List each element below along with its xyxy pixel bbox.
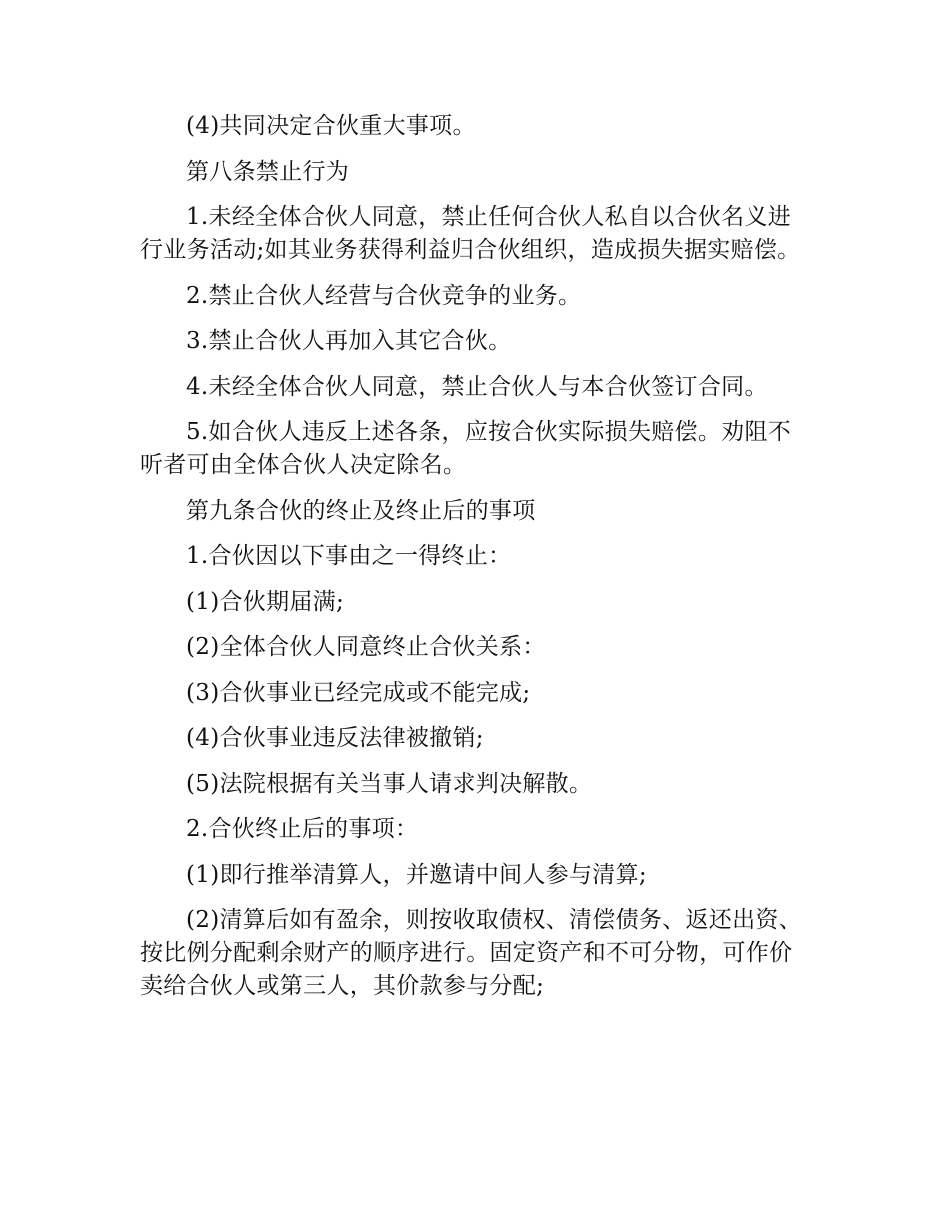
paragraph-prohibition-4: 4.未经全体合伙人同意，禁止合伙人与本合伙签订合同。 xyxy=(186,373,768,400)
paragraph-clause-4-decide-major-matters: (4)共同决定合伙重大事项。 xyxy=(186,113,476,139)
paragraph-prohibition-2: 2.禁止合伙人经营与合伙竞争的业务。 xyxy=(186,282,582,309)
paragraph-prohibition-3: 3.禁止合伙人再加入其它合伙。 xyxy=(186,328,512,354)
document-body xyxy=(140,110,810,1016)
heading-article-9-termination: 第九条合伙的终止及终止后的事项 xyxy=(186,497,536,524)
paragraph-prohibition-1: 1.未经全体合伙人同意，禁止任何合伙人私自以合伙名义进行业务活动;如其业务获得利益归合伙组织，造成损失据实赔偿。 xyxy=(140,204,801,263)
paragraph-matter-2-surplus-distribution: (2)清算后如有盈余，则按收取债权、清偿债务、返还出资、按比例分配剩余财产的顺序进行。固定资产和不可分物，可作价卖给合伙人或第三人，其价款参与分配; xyxy=(140,907,802,999)
paragraph-cause-2: (2)全体合伙人同意终止合伙关系： xyxy=(186,634,546,660)
heading-article-8-prohibited-acts: 第八条禁止行为 xyxy=(186,158,350,185)
paragraph-prohibition-5: 5.如合伙人违反上述各条，应按合伙实际损失赔偿。劝阻不听者可由全体合伙人决定除名。 xyxy=(140,419,792,478)
paragraph-cause-4: (4)合伙事业违反法律被撤销; xyxy=(186,725,484,751)
paragraph-cause-1: (1)合伙期届满; xyxy=(186,588,345,615)
paragraph-post-termination-matters: 2.合伙终止后的事项： xyxy=(186,816,419,842)
paragraph-termination-causes: 1.合伙因以下事由之一得终止： xyxy=(186,543,512,569)
paragraph-matter-1-liquidator: (1)即行推举清算人，并邀请中间人参与清算; xyxy=(186,861,647,888)
paragraph-cause-5: (5)法院根据有关当事人请求判决解散。 xyxy=(186,770,593,797)
paragraph-cause-3: (3)合伙事业已经完成或不能完成; xyxy=(186,679,531,706)
